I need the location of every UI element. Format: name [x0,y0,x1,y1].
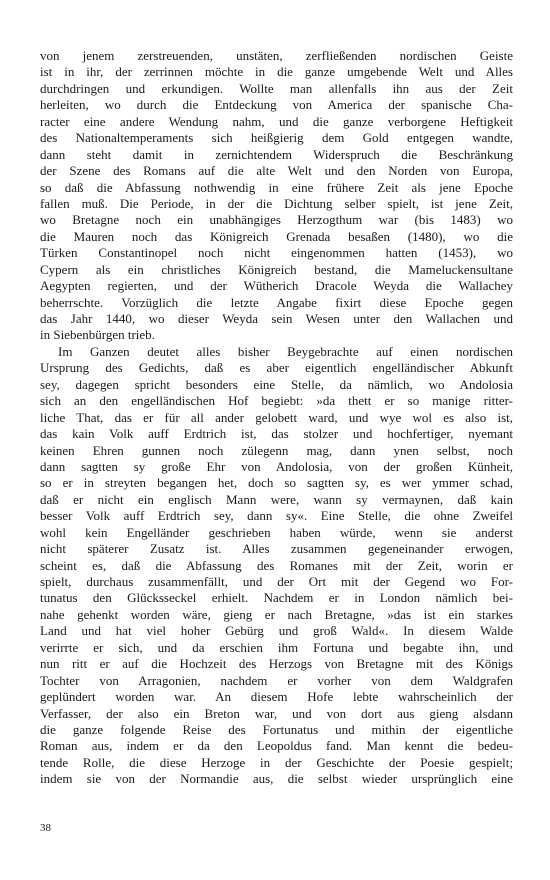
text-line: spielt, durchaus zusammenfällt, und der Ort mit der Gegend wo For- [40,574,513,589]
text-line: von jenem zerstreuenden, unstäten, zerfließenden nordischen Geiste [40,48,513,63]
text-line: nicht späterer Zusatz ist. Alles zusammen gegeneinander erwogen, [40,541,513,557]
text-line: so er in streyten begangen het, doch so sagtten sy, es wer ymmer schad, [40,475,513,491]
text-line: scheint es, daß die Abfassung des Romanes mit der Zeit, worin er [40,557,513,573]
paragraph [40,344,513,788]
text-line: in Siebenbürgen trieb. [40,327,155,343]
paragraph [40,48,513,344]
text-line: Aegypten regierten, und der Wütherich Dracole Weyda die Wallachey [40,278,513,294]
text-line: so daß die Abfassung nothwendig in eine frühere Zeit als jene Epoche [40,179,513,195]
text-line: racter eine andere Wendung nahm, und die ganze verborgene Heftigkeit [40,113,513,129]
text-line: das Jahr 1440, wo dieser Weyda sein Wesen unter den Wallachen und [40,311,513,326]
text-line: Land und hat viel hoher Gebürg und groß Wald«. In diesem Walde [40,623,513,639]
text-line: tunatus den Glücksseckel erhielt. Nachdem er in London nämlich bei- [40,590,513,606]
text-line: dann steht damit in zernichtendem Widerspruch die Beschränkung [40,146,513,162]
text-line: sey, dagegen spricht besonders eine Stelle, da nämlich, wo Andolosia [40,376,513,392]
text-line: indem sie von der Normandie aus, die selbst wieder ursprünglich eine [40,771,513,787]
text-line: die ganze folgende Reise des Fortunatus und mithin der eigentliche [40,721,513,737]
text-line: geplündert worden war. An diesem Hofe lebte wahrscheinlich der [40,689,513,705]
text-line: besser Volk auff Erdtrich sey, dann sy«. Eine Stelle, die ohne Zweifel [40,508,513,524]
text-line: liche That, das er für all ander gelobett ward, und wye wol es also ist, [40,409,513,425]
text-line: nahe gehenkt worden wäre, gieng er nach Bretagne, »das ist ein starkes [40,606,513,622]
text-line: Cypern als ein christliches Königreich bestand, die Mameluckensultane [40,261,513,277]
text-line: Roman aus, indem er da den Leopoldus fand. Man kennt die bedeu- [40,738,513,754]
text-line: daß er nicht ein englisch Mann were, wann sy vermaynen, daß kain [40,491,513,507]
text-line: beherrschte. Vorzüglich die letzte Angabe fixirt diese Epoche gegen [40,294,513,310]
text-line: durchdringen und erkundigen. Wollte man allenfalls ihn aus der Zeit [40,80,513,96]
text-line: nun ritt er auf die Hochzeit des Herzogs von Bretagne mit des Königs [40,656,513,672]
text-line: keinen Ehren gunnen noch zülegenn mag, dann ynen selbst, noch [40,442,513,458]
text-line: des Nationaltemperaments sich heißgierig dem Gold entgegen wandte, [40,130,513,146]
text-line: tende Rolle, die diese Herzoge in der Geschichte der Poesie gespielt; [40,754,513,770]
text-line: wohl kein Engelländer geschrieben haben würde, wenn sie anderst [40,524,513,540]
text-line: herleiten, wo durch die Entdeckung von America der spanische Cha- [40,97,513,113]
text-line: dann sagtten sy große Ehr von Andolosia, von der großen Künheit, [40,458,513,474]
text-line: sich an den engelländischen Hof begiebt: »da thett er so manige ritter- [40,393,513,409]
text-line: die Mauren noch das Königreich Grenada besaßen (1480), wo die [40,228,513,244]
body-text [40,48,513,788]
text-line: Ursprung des Gedichts, daß es aber eigentlich engelländischer Abkunft [40,360,513,376]
text-line: ist in ihr, der zerrinnen möchte in die ganze umgebende Welt und Alles [40,64,513,80]
text-line: das kain Volk auff Erdtrich ist, das stolzer und hochfertiger, nyemant [40,426,513,442]
page-number: 38 [40,822,51,834]
text-line: Tochter von Arragonien, nachdem er vorher von dem Waldgrafen [40,672,513,688]
text-line: Verfasser, der also ein Breton war, und von dort aus gieng alsdann [40,705,513,721]
text-line: fallen muß. Die Periode, in der die Dichtung selber spielt, ist jene Zeit, [40,195,513,211]
text-line: Türken Constantinopel noch nicht eingenommen hatten (1453), wo [40,245,513,261]
text-line: wo Bretagne noch ein unabhängiges Herzogthum war (bis 1483) wo [40,212,513,228]
text-line: Im Ganzen deutet alles bisher Beygebrachte auf einen nordischen [58,343,513,359]
text-line: der Szene des Romans auf die alte Welt und den Norden von Europa, [40,163,513,179]
text-line: verirrte er sich, und da erschien ihm Fortuna und begabte ihn, und [40,639,513,655]
